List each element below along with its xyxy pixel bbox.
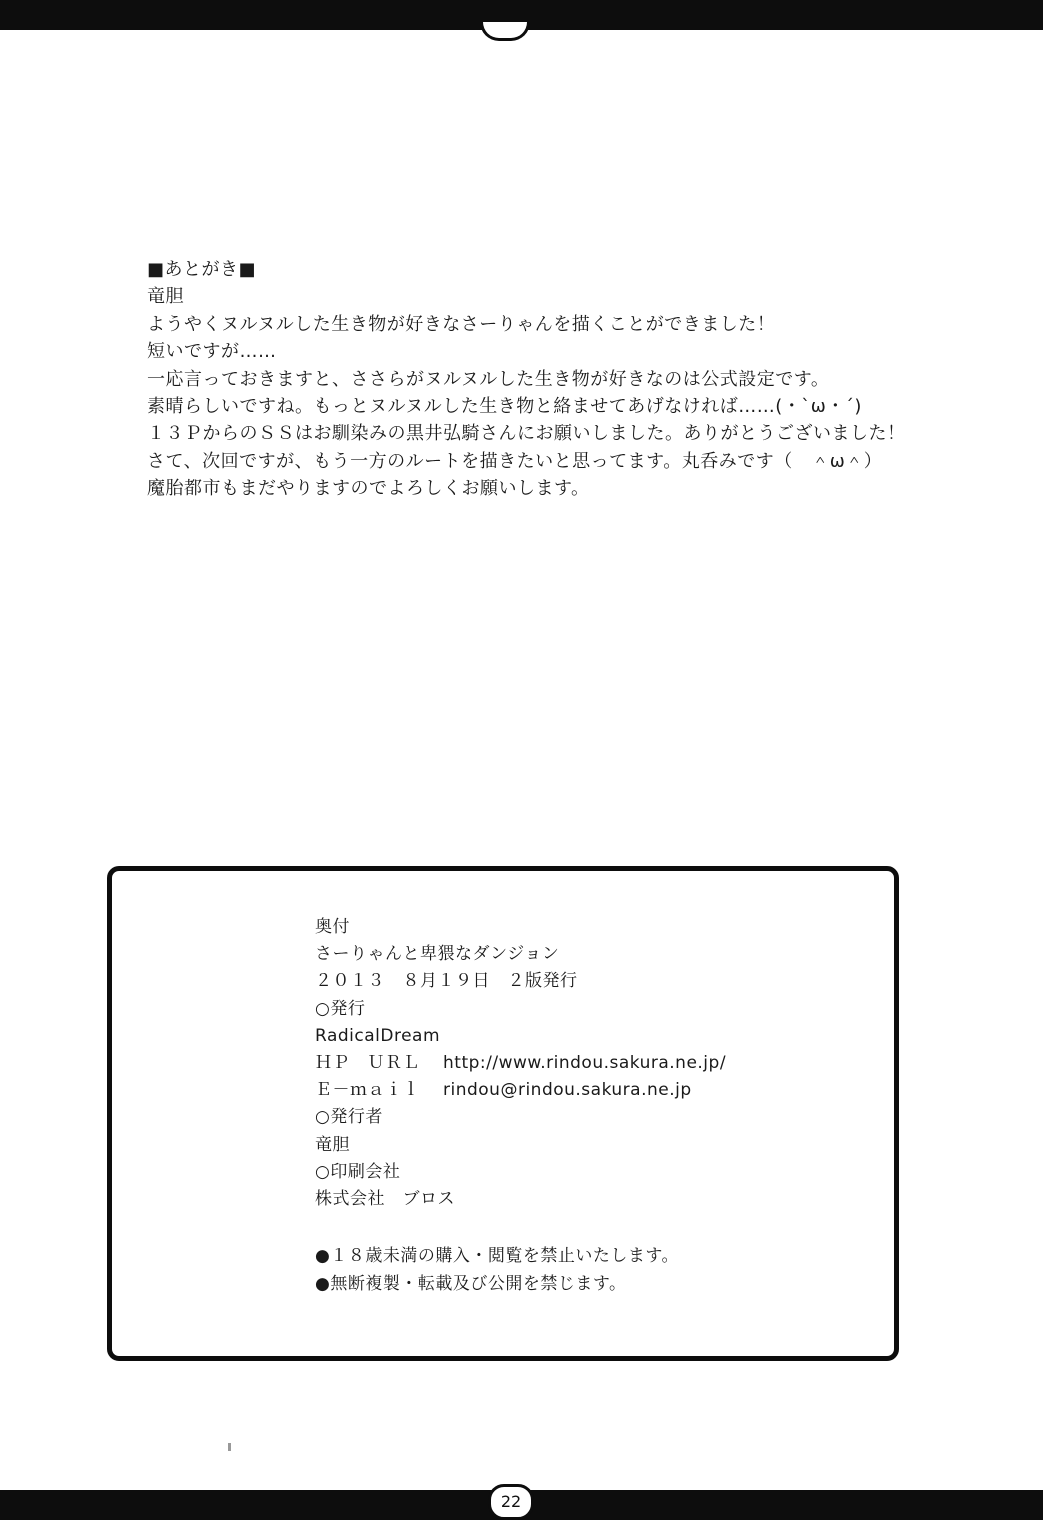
afterword-line: ようやくヌルヌルした生き物が好きなさーりゃんを描くことができました！ <box>147 313 776 335</box>
afterword-line: さて、次回ですが、もう一方のルートを描きたいと思ってます。丸呑みです（ ＾ω＾） <box>147 450 883 472</box>
stray-mark <box>228 1443 231 1451</box>
notice-no-reproduction: ●無断複製・転載及び公開を禁じます。 <box>315 1274 627 1294</box>
publication-date: ２０１３ ８月１９日 ２版発行 <box>315 971 578 992</box>
afterword-line: 素晴らしいですね。もっとヌルヌルした生き物と絡ませてあげなければ……(・`ω・´) <box>147 396 862 418</box>
author-label: ○発行者 <box>315 1107 383 1128</box>
printer-label: ○印刷会社 <box>315 1161 401 1182</box>
top-border-notch <box>480 22 530 41</box>
page-number: 22 <box>488 1484 534 1520</box>
afterword-line: 竜胆 <box>147 286 184 308</box>
afterword-line: 魔胎都市もまだやりますのでよろしくお願いします。 <box>147 478 590 500</box>
homepage-row <box>315 1050 875 1077</box>
printer-name: 株式会社 ブロス <box>315 1189 455 1210</box>
homepage-label: ＨＰ ＵＲＬ <box>315 1053 420 1074</box>
publisher-label: ○発行 <box>315 998 366 1019</box>
homepage-url[interactable]: http://www.rindou.sakura.ne.jp/ <box>443 1053 727 1074</box>
notices-section <box>315 1242 875 1298</box>
book-title: さーりゃんと卑猥なダンジョン <box>315 944 560 965</box>
email-label: Ｅ－ｍａｉｌ <box>315 1080 420 1101</box>
colophon-title: 奥付 <box>315 917 350 937</box>
afterword-line: 短いですが…… <box>147 341 277 363</box>
email-row <box>315 1077 875 1104</box>
email-address[interactable]: rindou@rindou.sakura.ne.jp <box>443 1080 692 1101</box>
notice-age-restriction: ●１８歳未満の購入・閲覧を禁止いたします。 <box>315 1246 679 1266</box>
afterword-section <box>147 256 947 503</box>
afterword-line: 一応言っておきますと、ささらがヌルヌルした生き物が好きなのは公式設定です。 <box>147 368 830 390</box>
author-name: 竜胆 <box>315 1134 350 1155</box>
afterword-line: １３ＰからのＳＳはお馴染みの黒井弘騎さんにお願いしました。ありがとうございました！ <box>147 423 906 445</box>
colophon-section <box>315 914 875 1213</box>
afterword-heading: ■あとがき■ <box>147 259 257 280</box>
publisher-name: RadicalDream <box>315 1025 440 1046</box>
